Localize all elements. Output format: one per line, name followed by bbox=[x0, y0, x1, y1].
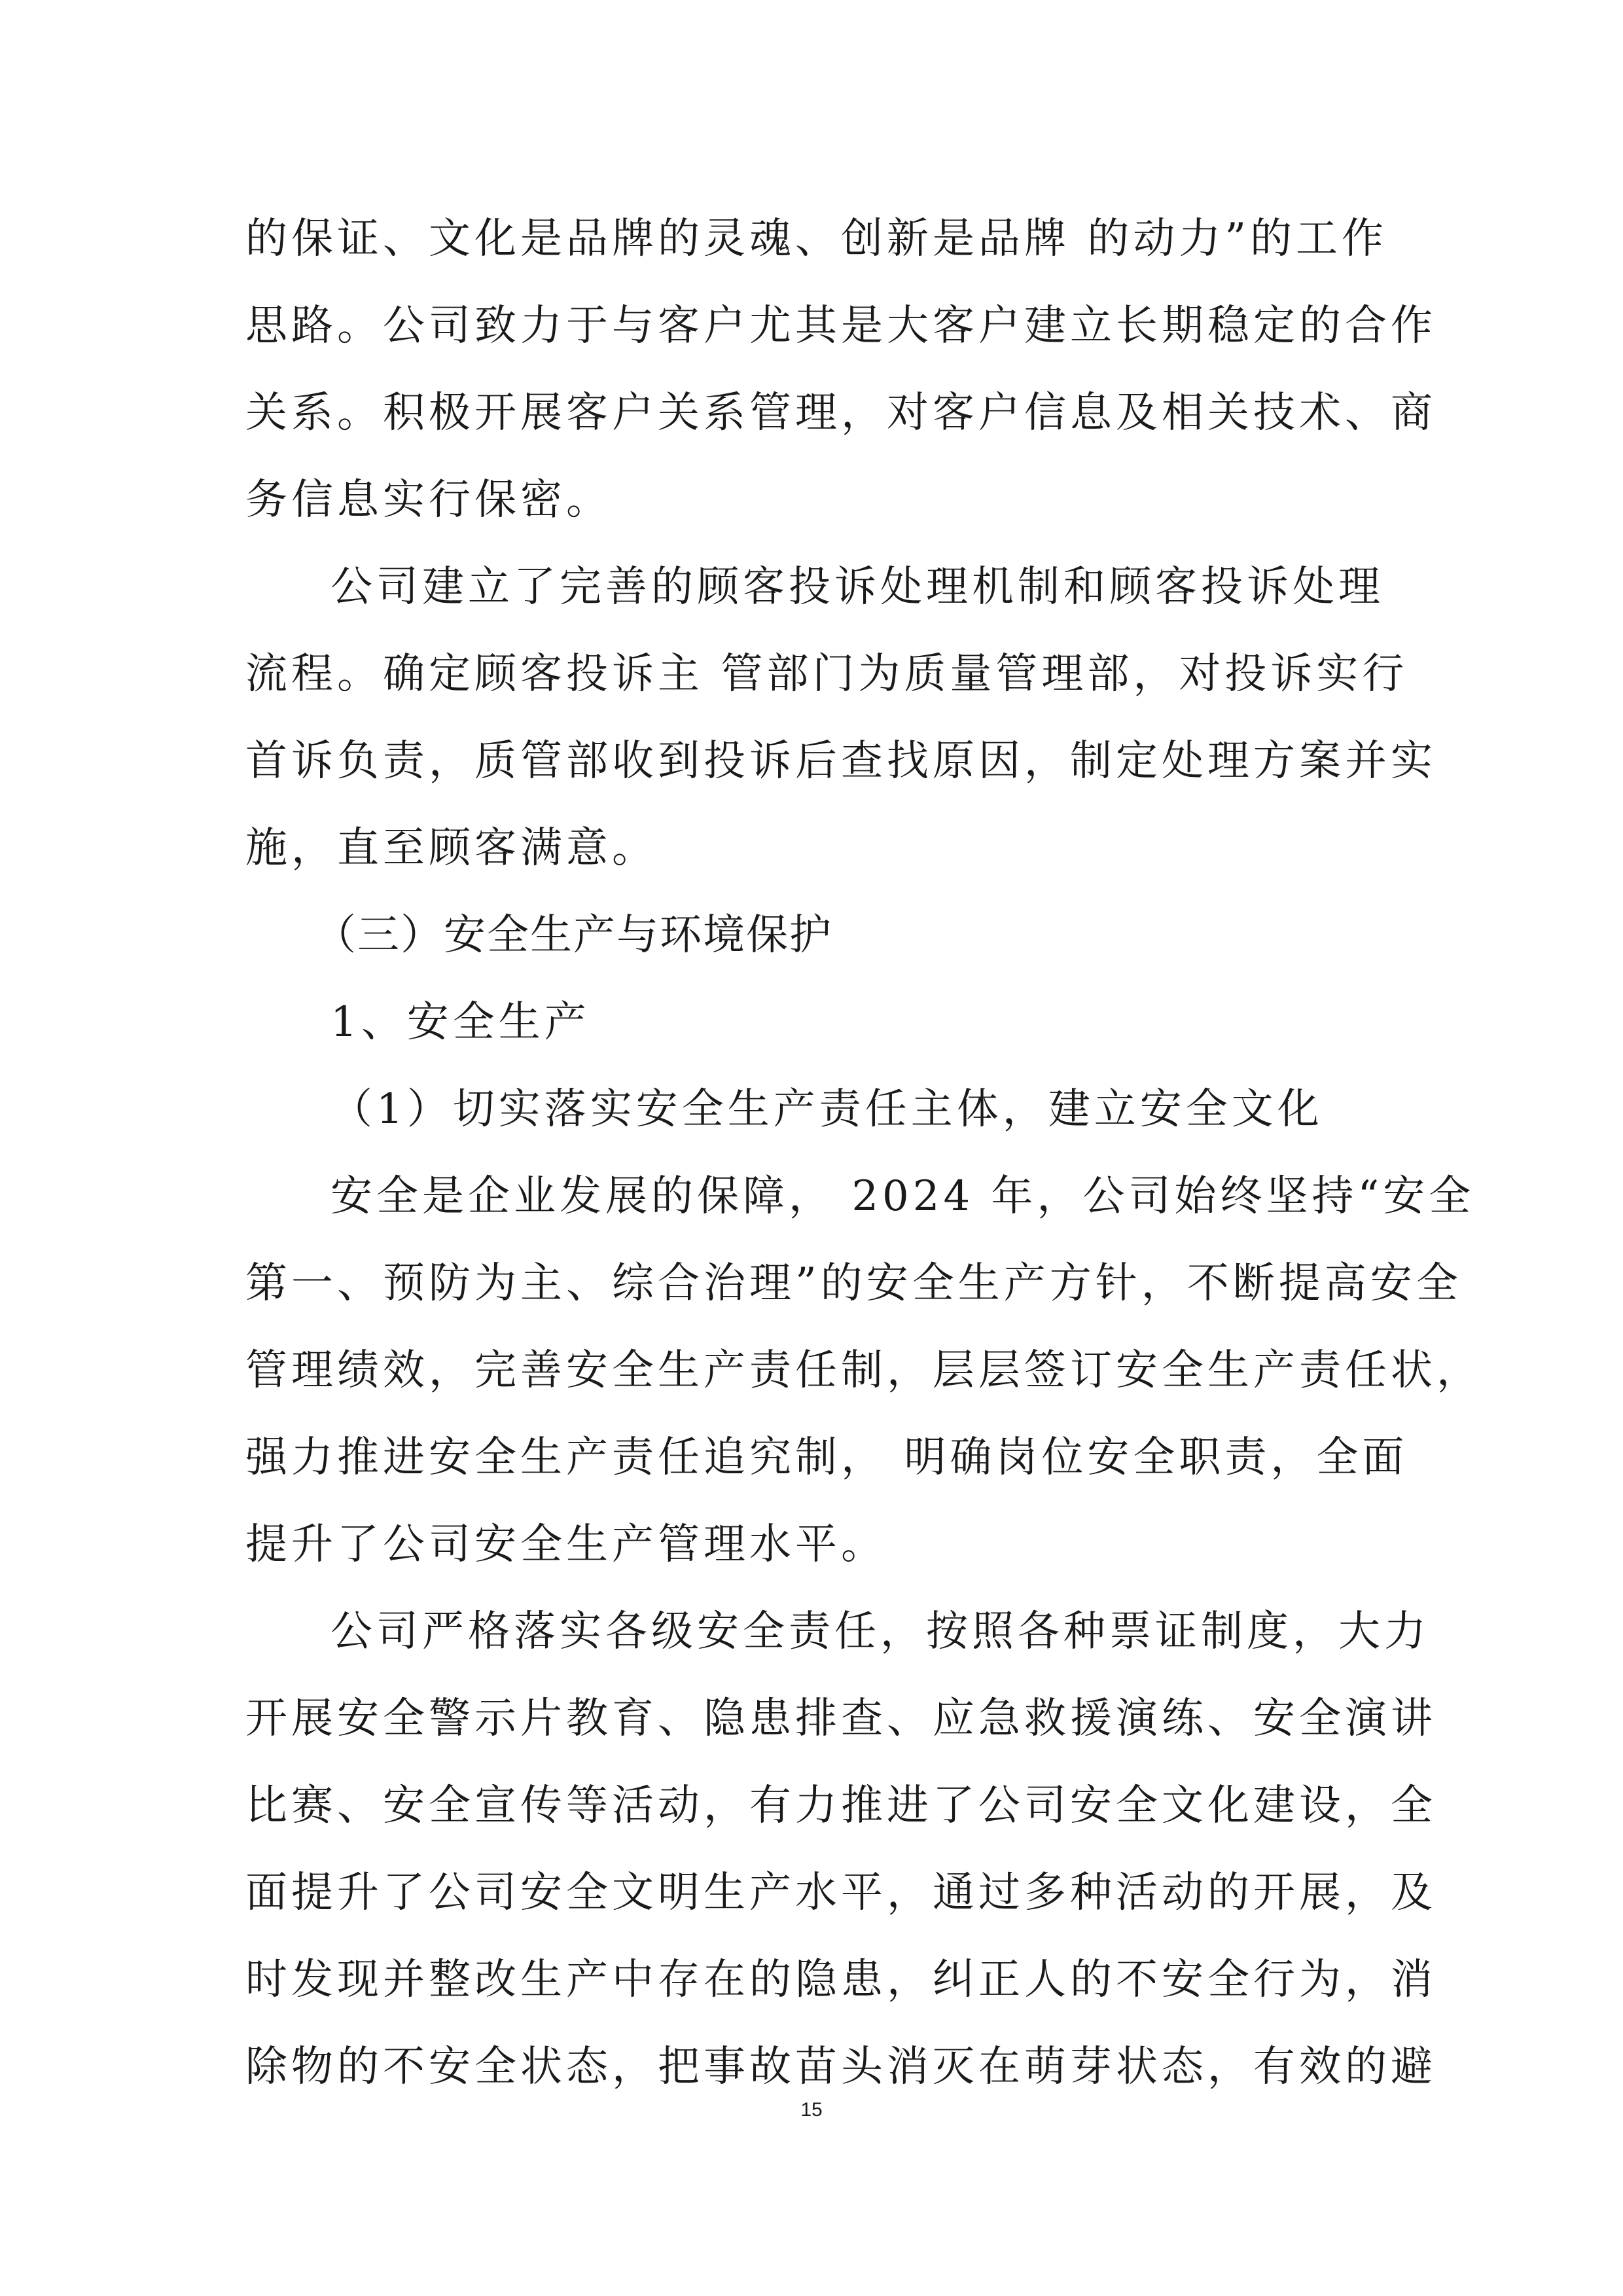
body-text-line: 第一、预防为主、综合治理”的安全生产方针，不断提高安全 bbox=[245, 1259, 1462, 1308]
body-text-line: 除物的不安全状态，把事故苗头消灭在萌芽状态，有效的避 bbox=[245, 2043, 1436, 2091]
section-heading: （三）安全生产与环境保护 bbox=[314, 911, 832, 960]
paragraph-first-line: 安全是企业发展的保障， 2024 年，公司始终坚持“安全 bbox=[330, 1172, 1475, 1221]
paragraph-first-line: 公司建立了完善的顾客投诉处理机制和顾客投诉处理 bbox=[330, 563, 1384, 611]
body-text-line: 首诉负责，质管部收到投诉后查找原因，制定处理方案并实 bbox=[245, 737, 1436, 785]
subsection-heading: 1、安全生产 bbox=[330, 998, 590, 1047]
paragraph-first-line: 公司严格落实各级安全责任，按照各种票证制度，大力 bbox=[330, 1607, 1430, 1656]
body-text-line: 流程。确定顾客投诉主 管部门为质量管理部，对投诉实行 bbox=[245, 650, 1408, 698]
body-text-line: 面提升了公司安全文明生产水平，通过多种活动的开展，及 bbox=[245, 1869, 1436, 1917]
body-text-line: 提升了公司安全生产管理水平。 bbox=[245, 1520, 887, 1569]
body-text-line: 管理绩效，完善安全生产责任制，层层签订安全生产责任状， bbox=[245, 1346, 1482, 1395]
body-text-line: 施，直至顾客满意。 bbox=[245, 824, 658, 872]
body-text-line: 比赛、安全宣传等活动，有力推进了公司安全文化建设，全 bbox=[245, 1782, 1436, 1830]
body-text-line: 时发现并整改生产中存在的隐患，纠正人的不安全行为，消 bbox=[245, 1956, 1436, 2004]
body-text-line: 务信息实行保密。 bbox=[245, 476, 612, 524]
body-text-line: 强力推进安全生产责任追究制， 明确岗位安全职责，全面 bbox=[245, 1433, 1408, 1482]
page-number: 15 bbox=[800, 2099, 823, 2121]
sub-subsection-heading: （1）切实落实安全生产责任主体，建立安全文化 bbox=[330, 1085, 1323, 1134]
body-text-line: 的保证、文化是品牌的灵魂、创新是品牌 的动力”的工作 bbox=[245, 215, 1388, 263]
body-text-line: 开展安全警示片教育、隐患排查、应急救援演练、安全演讲 bbox=[245, 1695, 1436, 1743]
body-text-line: 思路。公司致力于与客户尤其是大客户建立长期稳定的合作 bbox=[245, 302, 1436, 350]
body-text-line: 关系。积极开展客户关系管理，对客户信息及相关技术、商 bbox=[245, 389, 1436, 437]
